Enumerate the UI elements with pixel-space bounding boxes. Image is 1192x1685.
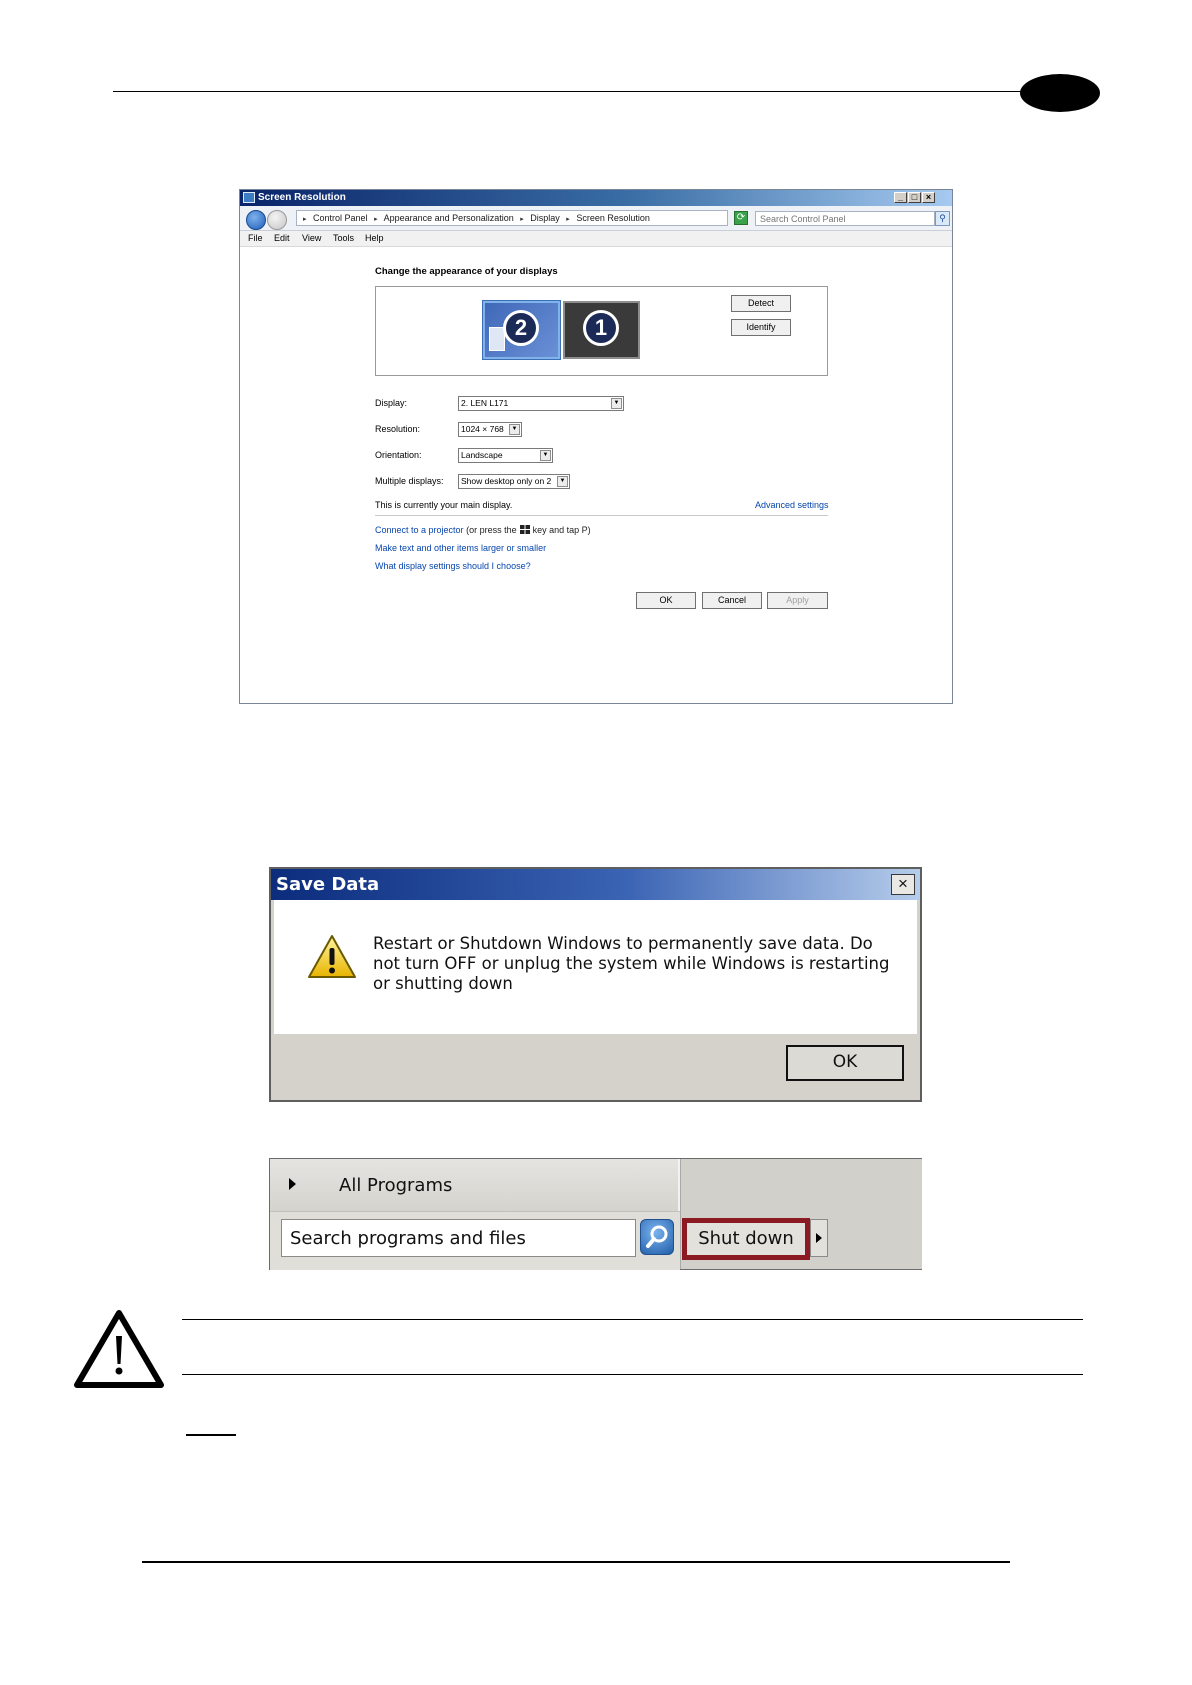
chevron-right-icon: ▸ — [520, 216, 524, 223]
monitor-number: 2 — [503, 310, 539, 346]
monitor-1[interactable] — [563, 301, 640, 359]
cancel-button[interactable]: Cancel — [702, 592, 762, 609]
search-input[interactable] — [281, 1219, 636, 1257]
display-icon — [243, 192, 255, 203]
windows-logo-icon — [520, 525, 530, 534]
chevron-down-icon: ▼ — [540, 450, 551, 461]
chevron-down-icon: ▼ — [509, 424, 520, 435]
chevron-down-icon: ▼ — [557, 476, 568, 487]
multiple-displays-select[interactable] — [458, 474, 570, 489]
maximize-button[interactable]: □ — [908, 192, 921, 203]
menu-help[interactable]: Help — [365, 233, 384, 243]
search-icon[interactable]: ⚲ — [935, 211, 950, 226]
apply-button[interactable]: Apply — [767, 592, 828, 609]
save-data-dialog — [269, 867, 922, 1102]
menu-edit[interactable]: Edit — [274, 233, 290, 243]
multiple-displays-label: Multiple displays: — [375, 476, 444, 486]
caution-icon — [72, 1308, 166, 1390]
magnifier-icon — [641, 1220, 673, 1254]
ok-button[interactable]: OK — [636, 592, 696, 609]
chapter-tab — [1020, 74, 1100, 112]
display-value: 2. LEN L171 — [461, 398, 509, 408]
window-title: Screen Resolution — [258, 192, 346, 203]
all-programs-label: All Programs — [339, 1175, 453, 1196]
orientation-label: Orientation: — [375, 450, 422, 460]
forward-button[interactable] — [267, 210, 287, 230]
orientation-select[interactable] — [458, 448, 553, 463]
menu-tools[interactable]: Tools — [333, 233, 355, 243]
close-button[interactable]: × — [922, 192, 935, 203]
address-bar — [240, 206, 952, 231]
chevron-down-icon: ▼ — [611, 398, 622, 409]
monitor-2[interactable] — [483, 301, 560, 359]
search-icon[interactable] — [640, 1219, 674, 1255]
text-size-link[interactable]: Make text and other items larger or smaller — [375, 543, 547, 553]
display-label: Display: — [375, 398, 408, 408]
resolution-label: Resolution: — [375, 424, 421, 434]
monitor-panel — [375, 286, 828, 376]
search-input[interactable] — [755, 211, 935, 226]
main-display-status: This is currently your main display. — [375, 500, 513, 510]
header-rule — [113, 91, 1025, 92]
detect-button[interactable]: Detect — [731, 295, 791, 312]
breadcrumb-display[interactable]: Display — [530, 213, 560, 223]
triangle-right-icon — [289, 1178, 296, 1190]
chevron-right-icon: ▸ — [303, 216, 307, 223]
dialog-title: Save Data — [276, 874, 380, 895]
multiple-displays-value: Show desktop only on 2 — [461, 476, 552, 486]
shut-down-button[interactable]: Shut down — [682, 1218, 810, 1260]
breadcrumb-appearance[interactable]: Appearance and Personalization — [383, 213, 514, 223]
triangle-right-icon — [816, 1233, 822, 1243]
all-programs-row[interactable] — [270, 1159, 680, 1211]
projector-hint: (or press the — [466, 525, 517, 535]
projector-link-row — [375, 525, 591, 535]
breadcrumb[interactable] — [296, 210, 728, 226]
screen-resolution-window — [239, 189, 953, 704]
note-underline — [186, 1434, 236, 1436]
dialog-body — [274, 900, 917, 1034]
resolution-value: 1024 × 768 — [461, 424, 504, 434]
minimize-button[interactable]: _ — [894, 192, 907, 203]
ok-button[interactable]: OK — [786, 1045, 904, 1081]
divider — [375, 515, 828, 516]
close-button[interactable]: × — [891, 874, 915, 895]
breadcrumb-screen-resolution[interactable]: Screen Resolution — [576, 213, 650, 223]
advanced-settings-link[interactable]: Advanced settings — [755, 500, 829, 510]
resolution-select[interactable] — [458, 422, 522, 437]
menu-bar — [240, 231, 952, 247]
menu-file[interactable]: File — [248, 233, 263, 243]
refresh-button[interactable]: ⟳ — [734, 211, 748, 225]
chevron-right-icon: ▸ — [566, 216, 570, 223]
chevron-right-icon: ▸ — [374, 216, 378, 223]
warning-rule-top — [182, 1319, 1083, 1320]
breadcrumb-control-panel[interactable]: Control Panel — [313, 213, 368, 223]
start-menu — [269, 1158, 922, 1270]
back-button[interactable] — [246, 210, 266, 230]
which-settings-link[interactable]: What display settings should I choose? — [375, 561, 531, 571]
identify-button[interactable]: Identify — [731, 319, 791, 336]
warning-icon — [307, 934, 357, 980]
dialog-message: Restart or Shutdown Windows to permanently save data. Do not turn OFF or unplug the system while Windows is restarting or shutting down — [373, 934, 890, 993]
page-title: Change the appearance of your displays — [375, 266, 558, 277]
projector-hint-end: key and tap P) — [532, 525, 591, 535]
monitor-number: 1 — [583, 310, 619, 346]
title-bar[interactable] — [271, 869, 920, 900]
menu-view[interactable]: View — [302, 233, 322, 243]
shut-down-options-button[interactable] — [810, 1219, 828, 1257]
title-bar[interactable] — [240, 190, 952, 206]
warning-rule-bottom — [182, 1374, 1083, 1375]
footer-rule — [142, 1561, 1010, 1563]
display-select[interactable] — [458, 396, 624, 411]
connect-projector-link[interactable]: Connect to a projector — [375, 525, 464, 535]
orientation-value: Landscape — [461, 450, 503, 460]
